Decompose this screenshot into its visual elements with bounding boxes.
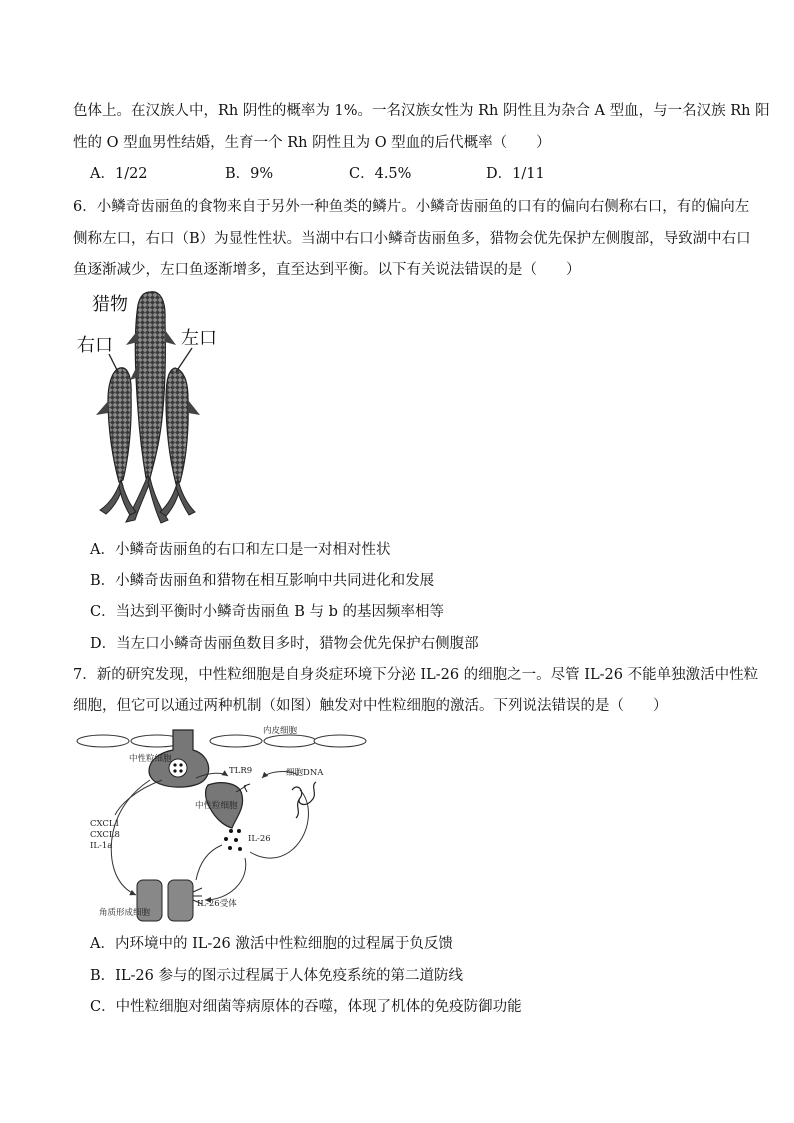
label-il26-receptor: IL-26受体 [197,899,237,909]
q5-line-2: 性的 O 型血男性结婚，生育一个 Rh 阴性且为 O 型血的后代概率（ ） [73,135,551,151]
dna-icon [292,782,316,818]
q6-line-3: 鱼逐渐减少，左口鱼逐渐增多，直至达到平衡。以下有关说法错误的是（ ） [73,262,581,278]
q7-choice-b: B．IL-26 参与的图示过程属于人体免疫系统的第二道防线 [90,968,463,984]
q6-line-2: 侧称左口，右口（B）为显性性状。当湖中右口小鳞奇齿丽鱼多，猎物会优先保护左侧腹部，导致湖中右口 [73,231,751,247]
endothelial-layer [77,735,366,747]
label-cell-dna: 细胞DNA [286,768,324,778]
q6-choice-d: D．当左口小鳞奇齿丽鱼数目多时，猎物会优先保护右侧腹部 [90,636,479,652]
q7-choice-c: C．中性粒细胞对细菌等病原体的吞噬，体现了机体的免疫防御功能 [90,999,522,1015]
label-tlr9: TLR9 [229,766,253,776]
q6-choice-b: B．小鳞奇齿丽鱼和猎物在相互影响中共同进化和发展 [90,573,435,589]
q5-option-a: A．1/22 [90,166,148,182]
label-il1a: IL-1a [90,841,113,851]
label-endothelial: 内皮细胞 [263,726,298,736]
label-left-mouth: 左口 [181,328,217,349]
q6-line-1: 6．小鳞奇齿丽鱼的食物来自于另外一种鱼类的鳞片。小鳞奇齿丽鱼的口有的偏向右侧称右口，有的偏向左 [73,199,750,215]
label-neutrophil-mid: 中性粒细胞 [195,801,238,811]
q7-line-2: 细胞，但它可以通过两种机制（如图）触发对中性粒细胞的激活。下列说法错误的是（ ） [73,698,668,714]
q5-option-b: B．9% [225,166,274,182]
label-right-mouth: 右口 [77,335,113,356]
label-cxcl8: CXCL8 [90,830,120,840]
il26-dots [224,829,242,851]
q7-line-1: 7．新的研究发现，中性粒细胞是自身炎症环境下分泌 IL-26 的细胞之一。尽管 IL-26 不能单独激活中性粒 [73,667,759,683]
label-keratinocyte: 角质形成细胞 [99,908,151,918]
q7-choice-a: A．内环境中的 IL-26 激活中性粒细胞的过程属于负反馈 [90,936,453,952]
q5-line-1: 色体上。在汉族人中，Rh 阴性的概率为 1%。一名汉族女性为 Rh 阴性且为杂合 A 型血，与一名汉族 Rh 阳 [73,103,770,119]
label-cxcl1: CXCL1 [90,819,120,829]
q5-option-c: C．4.5% [349,166,412,182]
q6-choice-a: A．小鳞奇齿丽鱼的右口和左口是一对相对性状 [90,542,391,558]
label-neutrophil-top: 中性粒细胞 [129,754,172,764]
q5-option-d: D．1/11 [486,166,545,182]
q6-choice-c: C．当达到平衡时小鳞奇齿丽鱼 B 与 b 的基因频率相等 [90,604,444,620]
label-prey: 猎物 [92,294,128,315]
label-il26: IL-26 [248,834,271,844]
